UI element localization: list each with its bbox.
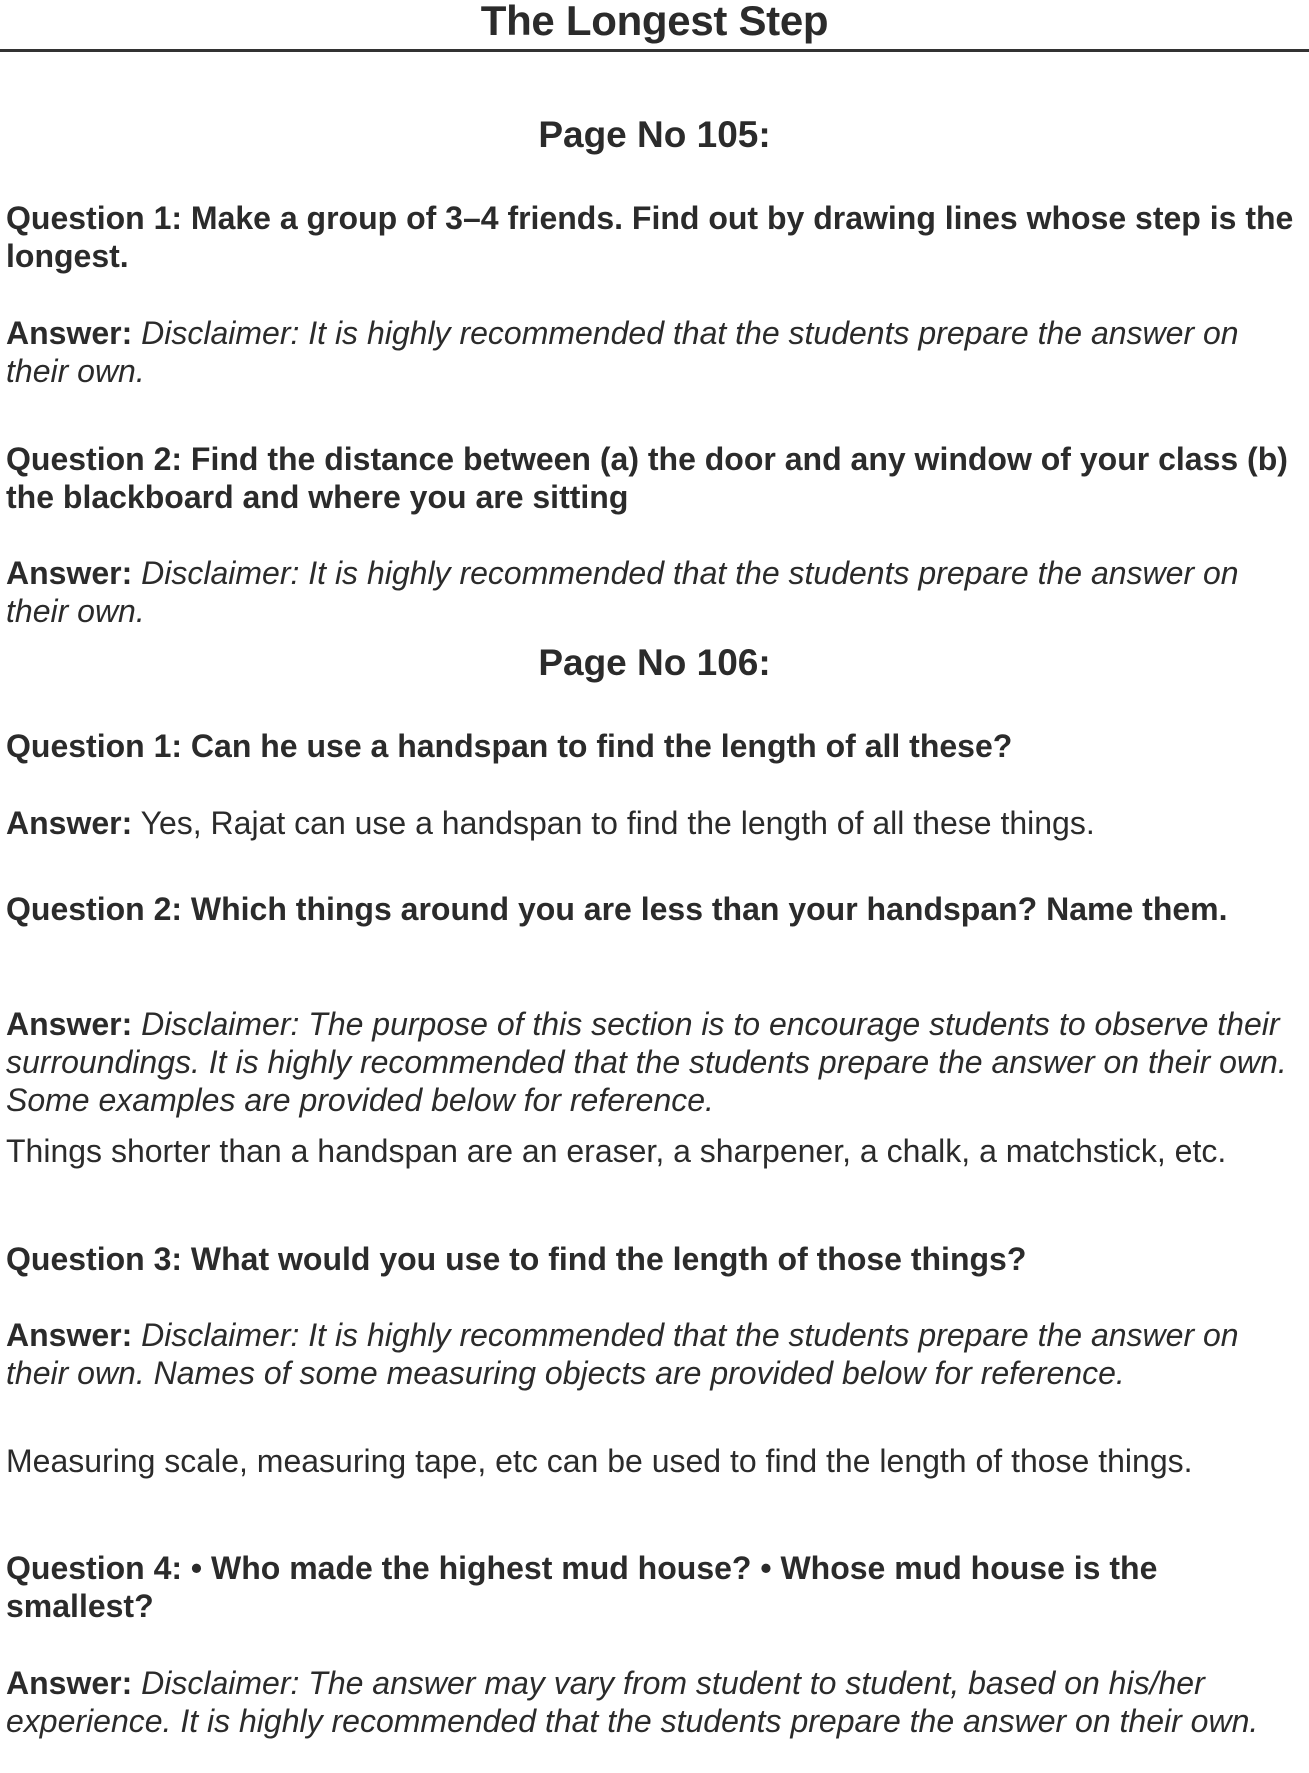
- answer-106-2: [6, 1005, 1301, 1119]
- question-106-4: Question 4: • Who made the highest mud house? • Whose mud house is the smallest?: [6, 1550, 1158, 1624]
- question-105-1: Question 1: Make a group of 3–4 friends. Find out by drawing lines whose step is the longest.: [6, 200, 1294, 274]
- answer-disclaimer: Disclaimer: It is highly recommended that the students prepare the answer on their own.: [6, 315, 1239, 389]
- answer-disclaimer: Disclaimer: The answer may vary from student to student, based on his/her experience. It is highly recommended that the students prepare the answer on their own.: [6, 1665, 1259, 1739]
- answer-disclaimer: Disclaimer: It is highly recommended that the students prepare the answer on their own. Names of some measuring objects are provided below for reference.: [6, 1317, 1239, 1391]
- answer-106-1: [6, 804, 1301, 842]
- answer-disclaimer: Disclaimer: It is highly recommended that the students prepare the answer on their own.: [6, 555, 1239, 629]
- section-heading-page-105: Page No 105:: [538, 114, 771, 155]
- question-106-2: Question 2: Which things around you are less than your handspan? Name them.: [6, 891, 1228, 927]
- question-106-3: Question 3: What would you use to find the length of those things?: [6, 1241, 1027, 1277]
- question-106-1: Question 1: Can he use a handspan to find the length of all these?: [6, 728, 1013, 764]
- answer-label: Answer:: [6, 1006, 133, 1042]
- answer-105-2: [6, 554, 1301, 630]
- answer-text: Yes, Rajat can use a handspan to find the length of all these things.: [140, 805, 1095, 841]
- answer-105-1: [6, 314, 1301, 390]
- answer-106-4: [6, 1664, 1301, 1740]
- answer-106-3-examples: Measuring scale, measuring tape, etc can be used to find the length of those things.: [6, 1443, 1193, 1479]
- question-105-2: Question 2: Find the distance between (a) the door and any window of your class (b) the blackboard and where you are sitting: [6, 441, 1288, 515]
- answer-106-2-examples: Things shorter than a handspan are an eraser, a sharpener, a chalk, a matchstick, etc.: [6, 1133, 1227, 1169]
- answer-label: Answer:: [6, 805, 133, 841]
- document-title: The Longest Step: [480, 0, 829, 44]
- answer-label: Answer:: [6, 555, 133, 591]
- answer-106-3: [6, 1316, 1301, 1392]
- answer-label: Answer:: [6, 1317, 133, 1353]
- section-heading-page-106: Page No 106:: [538, 642, 771, 683]
- answer-disclaimer: Disclaimer: The purpose of this section is to encourage students to observe their surroundings. It is highly recommended that the students prepare the answer on their own. Some examples are provided below for reference.: [6, 1006, 1287, 1118]
- answer-label: Answer:: [6, 1665, 133, 1701]
- answer-label: Answer:: [6, 315, 133, 351]
- title-divider: [0, 49, 1309, 52]
